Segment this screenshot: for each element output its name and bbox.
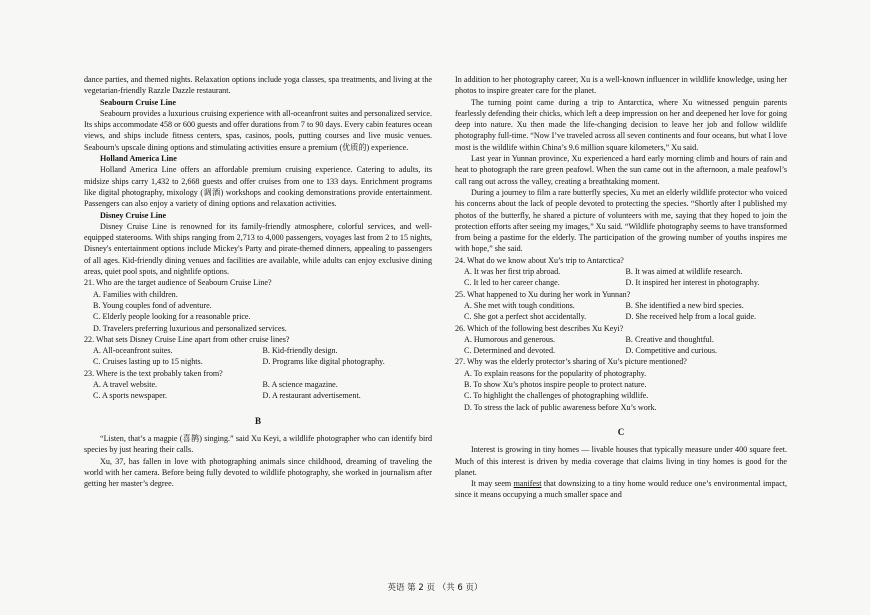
question-25: 25. What happened to Xu during her work in Yunnan? — [455, 289, 631, 299]
option-26a: A. Humorous and generous. — [464, 334, 556, 344]
option-21c: C. Elderly people looking for a reasonable price. — [93, 312, 251, 322]
option-24a: A. It was her first trip abroad. — [464, 267, 561, 277]
xu-paragraph-4: During a journey to film a rare butterfly species, Xu met an elderly wildlife protector who voiced his concerns about the lack of people devoted to protecting the species. “Shortly after I published my photos of the butterfly, he shared a picture of volunteers with me, saying that they hoped to join the protection efforts after seeing my images,” Xu said. “Wildlife photography seems to have transformed from being a pastime for the elderly. The participation of the growing number of youths inspires me with hope,” she said. — [455, 187, 787, 254]
intro-paragraph: dance parties, and themed nights. Relaxation options include yoga classes, spa treatments, and living at the vegetarian-friendly Razzle Dazzle restaurant. — [84, 75, 432, 96]
c-p2-start: It may seem — [471, 479, 514, 489]
c-p2-end: that downsizing to a tiny home would reduce one’s environmental impact, since it means occupying a much smaller space and — [455, 479, 787, 500]
option-26d: D. Competitive and curious. — [625, 346, 717, 356]
section-b-heading: B — [254, 415, 261, 426]
option-22a: A. All-oceanfront suites. — [93, 346, 173, 356]
option-25d: D. She received help from a local guide. — [625, 312, 757, 322]
question-23-options — [84, 379, 432, 402]
option-23b: B. A science magazine. — [262, 380, 338, 390]
option-23a: A. A travel website. — [93, 380, 158, 390]
option-22c: C. Cruises lasting up to 15 nights. — [93, 357, 203, 367]
right-column — [455, 74, 787, 501]
option-21a: A. Families with children. — [93, 289, 178, 299]
option-22b: B. Kid-friendly design. — [262, 346, 338, 356]
page-footer: 英语 第 2 页 （共 6 页） — [387, 583, 483, 593]
option-25b: B. She identified a new bird species. — [625, 300, 744, 310]
option-27b: B. To show Xu’s photos inspire people to protect nature. — [464, 380, 647, 390]
question-26: 26. Which of the following best describes Xu Keyi? — [455, 323, 624, 333]
question-26-options — [455, 334, 787, 357]
question-27: 27. Why was the elderly protector’s sharing of Xu’s picture mentioned? — [455, 357, 687, 367]
option-27d: D. To stress the lack of public awareness before Xu’s work. — [464, 402, 657, 412]
xu-paragraph-2: The turning point came during a trip to Antarctica, where Xu witnessed penguin parents fearlessly defending their chicks, which left a deep impression on her and deepened her love for going deep into nature. Xu then made the life-changing decision to leave her job and follow wildlife photography full-time. “Now I’ve traveled across all seven continents and four oceans, but what I love most is the wildlife within China’s 9.6 million square kilometers,” Xu said. — [455, 97, 787, 152]
section-c-paragraph-2 — [455, 478, 787, 501]
disney-paragraph: Disney Cruise Line is renowned for its family-friendly atmosphere, colorful services, and well-equipped staterooms. With ships ranging from 2,713 to 4,000 passengers, voyages last from 2 to 15 nights, Disney's entertainment options include Mickey's Party and pirate-themed dinners, appealing to passengers of all ages. Kid-friendly dining venues and facilities are available, while adults can enjoy exclusive dining areas, quiet pool spots, and nightlife options. — [84, 221, 432, 277]
option-22d: D. Programs like digital photography. — [262, 357, 385, 367]
question-25-options — [455, 300, 787, 323]
question-27-options — [455, 368, 787, 413]
option-23d: D. A restaurant advertisement. — [262, 391, 361, 401]
option-21b: B. Young couples fond of adventure. — [93, 300, 212, 310]
question-22: 22. What sets Disney Cruise Line apart from other cruise lines? — [84, 334, 290, 344]
option-27c: C. To highlight the challenges of photographing wildlife. — [464, 391, 649, 401]
question-24-options — [455, 266, 787, 289]
seabourn-heading: Seabourn Cruise Line — [100, 97, 177, 107]
option-24d: D. It inspired her interest in photography. — [625, 278, 760, 288]
option-24c: C. It led to her career change. — [464, 278, 560, 288]
option-21d: D. Travelers preferring luxurious and personalized services. — [93, 323, 287, 333]
question-22-options — [84, 345, 432, 368]
option-23c: C. A sports newspaper. — [93, 391, 167, 401]
xu-paragraph-3: Last year in Yunnan province, Xu experienced a hard early morning climb and hours of rain and heat to photograph the rare green peafowl. When the sun came out in the afternoon, a male peafowl’s call rang out across the valley, creating a breathtaking moment. — [455, 154, 787, 186]
holland-heading: Holland America Line — [100, 154, 177, 164]
seabourn-paragraph: Seabourn provides a luxurious cruising experience with all-oceanfront suites and personalized service. Its ships accommodate 458 or 600 guests and offer durations from 7 to 90 days. Every cabin features ocean views, and ships include fitness centers, spas, casinos, pools, putting courses and live music venues. Seabourn's upscale dining options and stimulating activities ensure a premium (优质的) experience. — [84, 108, 432, 152]
question-23: 23. Where is the text probably taken from? — [84, 368, 223, 378]
question-21-options — [84, 289, 432, 334]
option-25a: A. She met with tough conditions. — [464, 300, 575, 310]
section-b-paragraph-2: Xu, 37, has fallen in love with photographing animals since childhood, dreaming of traveling the world with her camera. Before being fully devoted to wildlife photography, she worked in journalism after getting her master’s degree. — [84, 456, 432, 489]
underlined-word-manifest: manifest — [513, 479, 542, 489]
section-c-paragraph-1: Interest is growing in tiny homes — livable houses that typically measure under 400 square feet. Much of this interest is driven by media coverage that claims living in tiny homes is good for the planet. — [455, 445, 787, 477]
option-26b: B. Creative and thoughtful. — [625, 334, 714, 344]
option-24b: B. It was aimed at wildlife research. — [625, 267, 743, 277]
question-21: 21. Who are the target audience of Seabourn Cruise Line? — [84, 278, 272, 288]
option-26c: C. Determined and devoted. — [464, 346, 556, 356]
question-24: 24. What do we know about Xu’s trip to Antarctica? — [455, 255, 624, 265]
section-c-heading: C — [617, 426, 625, 437]
holland-paragraph: Holland America Line offers an affordable premium cruising experience. Catering to adults, its midsize ships carry 1,432 to 2,668 guests and offer cruises from one to 133 days. Enrichment programs like digital photography, mixology (调酒) workshops and cooking demonstrations provide entertainment. Passengers can also enjoy a variety of dining options and relaxation activities. — [84, 165, 432, 209]
option-25c: C. She got a perfect shot accidentally. — [464, 312, 587, 322]
xu-paragraph-1: In addition to her photography career, Xu is a well-known influencer in wildlife knowledge, using her photos to inspire greater care for the planet. — [455, 75, 787, 96]
left-column — [84, 74, 432, 489]
option-27a: A. To explain reasons for the popularity of photography. — [464, 368, 647, 378]
section-b-paragraph-1: “Listen, that’s a magpie (喜鹊) singing.” said Xu Keyi, a wildlife photographer who can identify bird species by just hearing their calls. — [84, 433, 432, 455]
disney-heading: Disney Cruise Line — [100, 210, 167, 220]
